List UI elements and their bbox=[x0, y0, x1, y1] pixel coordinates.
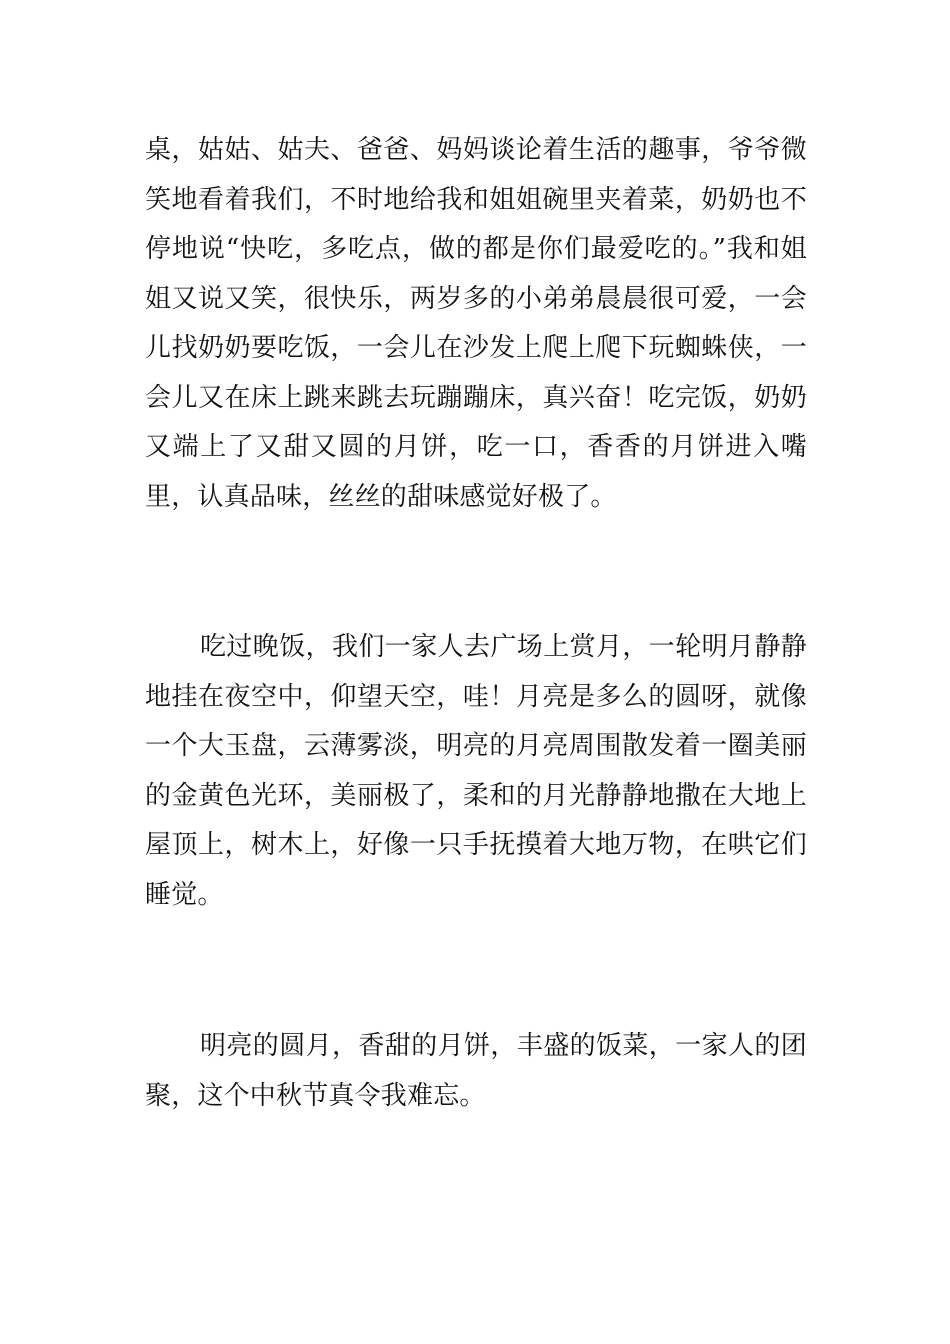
paragraph-moon-viewing: 吃过晚饭，我们一家人去广场上赏月，一轮明月静静地挂在夜空中，仰望天空，哇！月亮是多么的圆呀，就像一个大玉盘，云薄雾淡，明亮的月亮周围散发着一圈美丽的金黄色光环，美丽极了，柔和的月光静静地撒在大地上屋顶上，树木上，好像一只手抚摸着大地万物，在哄它们睡觉。 bbox=[145, 632, 807, 910]
paragraph-conclusion: 明亮的圆月，香甜的月饼，丰盛的饭菜，一家人的团聚，这个中秋节真令我难忘。 bbox=[145, 1031, 807, 1111]
paragraph-dinner: 桌，姑姑、姑夫、爸爸、妈妈谈论着生活的趣事，爷爷微笑地看着我们，不时地给我和姐姐碗里夹着菜，奶奶也不停地说“快吃，多吃点，做的都是你们最爱吃的。”我和姐姐又说又笑，很快乐，两岁多的小弟弟晨晨很可爱，一会儿找奶奶要吃饭，一会儿在沙发上爬上爬下玩蜘蛛侠，一会儿又在床上跳来跳去玩蹦蹦床，真兴奋！吃完饭，奶奶又端上了又甜又圆的月饼，吃一口，香香的月饼进入嘴里，认真品味，丝丝的甜味感觉好极了。 bbox=[145, 135, 807, 512]
